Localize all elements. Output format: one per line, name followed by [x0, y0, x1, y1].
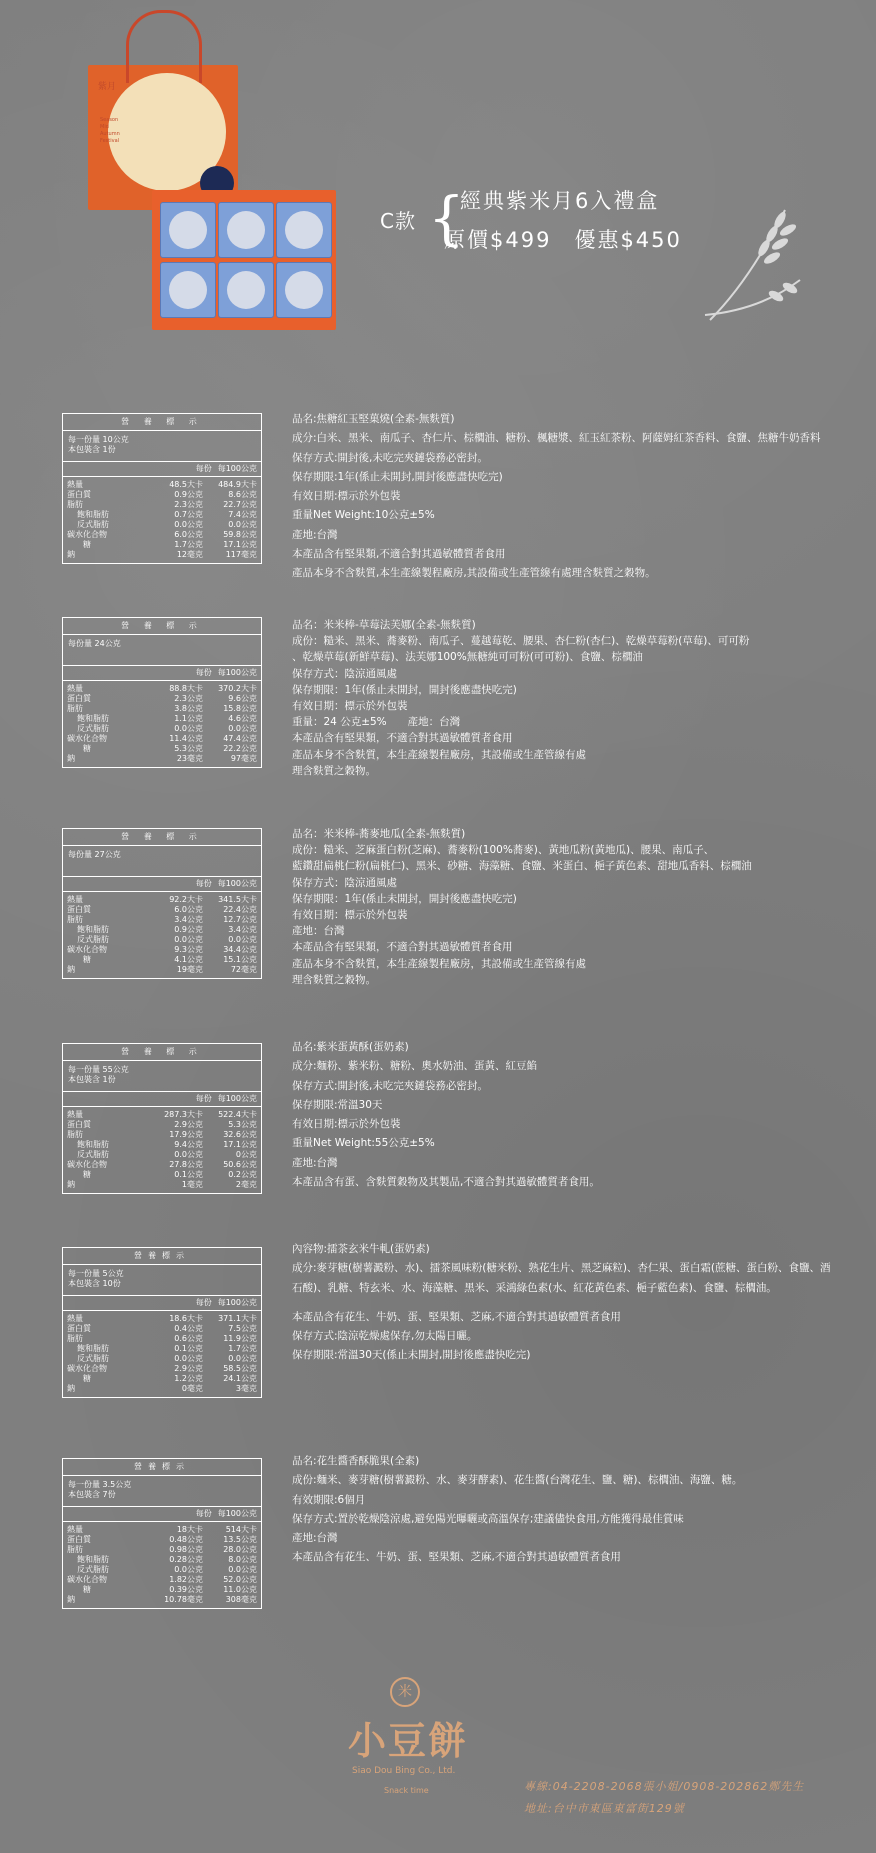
- info-line: 本產品含有堅果類，不適合對其過敏體質者食用: [292, 732, 513, 745]
- nutrition-row: 飽和脂肪 0.9公克 3.4公克: [77, 925, 257, 934]
- nutrition-row: 糖 4.1公克 15.1公克: [83, 955, 257, 964]
- info-line: 有效期限:6個月: [292, 1493, 366, 1506]
- info-line: 產品本身不含麩質,本生產線製程廠房,其設備或生產管線有處理含麩質之穀物。: [292, 567, 656, 580]
- nutrition-row: 蛋白質 2.3公克 9.6公克: [67, 694, 257, 703]
- wheat-icon: [700, 200, 810, 330]
- info-line: 品名：米米棒-草莓法芙娜(全素-無麩質): [292, 619, 476, 631]
- info-line: 保存方式：陰涼通風處: [292, 667, 397, 680]
- nutrition-row: 飽和脂肪 1.1公克 4.6公克: [77, 714, 257, 723]
- nutrition-row: 鈉 19毫克 72毫克: [67, 965, 257, 974]
- nutrition-row: 脂肪 3.4公克 12.7公克: [67, 915, 257, 924]
- nutrition-row: 糖 1.2公克 24.1公克: [83, 1374, 257, 1383]
- nutrition-row: 鈉 12毫克 117毫克: [67, 550, 257, 559]
- brand-logo: 小豆餅: [348, 1719, 469, 1763]
- bag-lines: Season Mid Autumn Festival: [100, 117, 120, 144]
- address-text: 地址:台中市東區東富街129號: [524, 1802, 685, 1815]
- nutrition-row: 脂肪 0.6公克 11.9公克: [67, 1334, 257, 1343]
- nutrition-row: 熱量 92.2大卡 341.5大卡: [67, 895, 257, 904]
- info-line: 品名：米米棒-蕎麥地瓜(全素-無麩質): [292, 828, 466, 840]
- logo-mark: 米: [390, 1677, 420, 1707]
- mooncake: [276, 262, 332, 318]
- brand-english: Siao Dou Bing Co., Ltd.: [352, 1766, 456, 1776]
- product-price: 原價$499 優惠$450: [444, 228, 682, 252]
- nutrition-row: 熱量 287.3大卡 522.4大卡: [67, 1110, 257, 1119]
- product-info: [292, 1240, 852, 1366]
- nutrition-row: 碳水化合物 6.0公克 59.8公克: [67, 530, 257, 539]
- info-line: 保存方式:置於乾燥陰涼處,避免陽光曝曬或高溫保存;建議儘快食用,方能獲得最佳賞味: [292, 1512, 684, 1525]
- nutrition-row: 鈉 1毫克 2毫克: [67, 1180, 257, 1189]
- info-line: 產地：台灣: [292, 925, 345, 938]
- nutrition-row: 飽和脂肪 0.7公克 7.4公克: [77, 510, 257, 519]
- nutrition-row: 脂肪 17.9公克 32.6公克: [67, 1130, 257, 1139]
- nutrition-row: 脂肪 3.8公克 15.8公克: [67, 704, 257, 713]
- info-line: 成分:白米、黑米、南瓜子、杏仁片、棕櫚油、糖粉、楓糖漿、紅玉紅茶粉、阿薩姆紅茶香料、食鹽、焦糖牛奶香料: [292, 432, 821, 445]
- info-line: 本產品含有堅果類,不適合對其過敏體質者食用: [292, 548, 506, 561]
- info-line: 產品本身不含麩質，本生產線製程廠房，其設備或生產管線有處: [292, 748, 586, 761]
- info-line: 、乾燥草莓(新鮮草莓)、法芙娜100%無糖純可可粉(可可粉)、食鹽、棕櫚油: [292, 651, 643, 664]
- nutrition-row: 熱量 18.6大卡 371.1大卡: [67, 1314, 257, 1323]
- variant-label: C款: [380, 209, 416, 233]
- mooncake: [218, 262, 274, 318]
- info-line: 保存期限:1年(係止未開封,開封後應盡快吃完): [292, 470, 503, 483]
- info-line: 本產品含有堅果類，不適合對其過敏體質者食用: [292, 941, 513, 954]
- info-line: 品名:焦糖紅玉堅菓燒(全素-無麩質): [292, 413, 455, 425]
- nutrition-row: 蛋白質 0.4公克 7.5公克: [67, 1324, 257, 1333]
- nutrition-row: 碳水化合物 2.9公克 58.5公克: [67, 1364, 257, 1373]
- nutrition-row: 飽和脂肪 0.28公克 8.0公克: [77, 1555, 257, 1564]
- nutrition-row: 蛋白質 0.48公克 13.5公克: [67, 1535, 257, 1544]
- nutrition-row: 飽和脂肪 0.1公克 1.7公克: [77, 1344, 257, 1353]
- gift-bag-image: [88, 65, 238, 210]
- brace-decoration: {: [428, 184, 465, 252]
- info-line: 有效日期:標示於外包裝: [292, 490, 401, 503]
- phone-text: 專線:04-2208-2068張小姐/0908-202862鄭先生: [524, 1780, 805, 1793]
- product-info: [292, 617, 852, 779]
- info-line: 保存期限:常溫30天(係止未開封,開封後應盡快吃完): [292, 1349, 531, 1362]
- nutrition-row: 脂肪 2.3公克 22.7公克: [67, 500, 257, 509]
- mooncake: [160, 202, 216, 258]
- info-line: 有效日期:標示於外包裝: [292, 1118, 401, 1131]
- brand-tagline: Snack time: [384, 1786, 429, 1795]
- nutrition-row: 蛋白質 2.9公克 5.3公克: [67, 1120, 257, 1129]
- info-line: 內容物:擂茶玄米牛軋(蛋奶素): [292, 1243, 430, 1255]
- nutrition-row: 熱量 88.8大卡 370.2大卡: [67, 684, 257, 693]
- info-line: 保存方式：陰涼通風處: [292, 876, 397, 889]
- bag-tag: 紫月: [98, 82, 117, 92]
- nutrition-row: 反式脂肪 0.0公克 0.0公克: [77, 724, 257, 733]
- info-line: [292, 1298, 852, 1308]
- nutrition-row: 熱量 48.5大卡 484.9大卡: [67, 480, 257, 489]
- nutrition-row: 鈉 23毫克 97毫克: [67, 754, 257, 763]
- product-info: [292, 826, 852, 988]
- nutrition-row: 反式脂肪 0.0公克 0.0公克: [77, 1565, 257, 1574]
- info-line: 藍鑽甜扁桃仁粉(扁桃仁)、黑米、砂糖、海藻糖、食鹽、米蛋白、梔子黃色素、甜地瓜香料、棕櫚油: [292, 860, 752, 873]
- info-line: 產品本身不含麩質，本生產線製程廠房，其設備或生產管線有處: [292, 957, 586, 970]
- product-info: [292, 1038, 852, 1192]
- product-info: [292, 1452, 852, 1568]
- nutrition-row: 反式脂肪 0.0公克 0公克: [77, 1150, 257, 1159]
- info-line: 產地:台灣: [292, 1532, 338, 1545]
- info-line: 理含麩質之穀物。: [292, 973, 376, 986]
- nutrition-row: 脂肪 0.98公克 28.0公克: [67, 1545, 257, 1554]
- info-line: 成分:麵粉、紫米粉、糖粉、奧水奶油、蛋黃、紅豆餡: [292, 1060, 538, 1073]
- info-line: 成份：糙米、芝麻蛋白粉(芝麻)、蕎麥粉(100%蕎麥)、黃地瓜粉(黃地瓜)、腰果、南瓜子、: [292, 844, 715, 857]
- nutrition-row: 反式脂肪 0.0公克 0.0公克: [77, 1354, 257, 1363]
- nutrition-row: 糖 1.7公克 17.1公克: [83, 540, 257, 549]
- mooncake: [218, 202, 274, 258]
- contact-info: [524, 1776, 804, 1820]
- nutrition-table: 營 養 標 示 每份量 24公克 每份 每100公克 熱量 88.8大卡 370.2大卡 蛋白質 2.3公克 9.6公克 脂肪 3.8公克 15.8公克 飽和脂肪 1.1公克 4.6公克 反式脂肪 0.0公克 0.0公克 碳水化合物 11.4公克 47.4公克 糖 5.3公克 22.2公克 鈉 23毫克 97毫克: [62, 617, 262, 768]
- info-line: 重量Net Weight:10公克±5%: [292, 509, 435, 522]
- nutrition-row: 糖 0.39公克 11.0公克: [83, 1585, 257, 1594]
- info-line: 有效日期：標示於外包裝: [292, 909, 408, 922]
- nutrition-row: 碳水化合物 9.3公克 34.4公克: [67, 945, 257, 954]
- info-line: 石酸)、乳糖、特玄米、水、海藻糖、黑米、采鴻綠色素(水、紅花黃色素、梔子藍色素)、食鹽、棕櫚油。: [292, 1281, 777, 1294]
- info-line: 本產品含有蛋、含麩質穀物及其製品,不適合對其過敏體質者食用。: [292, 1176, 600, 1189]
- nutrition-row: 反式脂肪 0.0公克 0.0公克: [77, 520, 257, 529]
- info-line: 本產品含有花生、牛奶、蛋、堅果類、芝麻,不適合對其過敏體質者食用: [292, 1551, 621, 1564]
- mooncake: [276, 202, 332, 258]
- nutrition-row: 碳水化合物 1.82公克 52.0公克: [67, 1575, 257, 1584]
- gift-box-image: [152, 190, 336, 330]
- info-line: 成份：糙米、黑米、蕎麥粉、南瓜子、蔓越莓乾、腰果、杏仁粉(杏仁)、乾燥草莓粉(草莓)、可可粉: [292, 635, 750, 648]
- nutrition-table: 營 養 標 示 每一份量 10公克 本包裝含 1份 每份 每100公克 熱量 48.5大卡 484.9大卡 蛋白質 0.9公克 8.6公克 脂肪 2.3公克 22.7公克 飽和脂肪 0.7公克 7.4公克 反式脂肪 0.0公克 0.0公克 碳水化合物 6.0公克 59.8公克 糖 1.7公克 17.1公克 鈉 12毫克 117毫克: [62, 413, 262, 564]
- nutrition-row: 熱量 18大卡 514大卡: [67, 1525, 257, 1534]
- info-line: 保存方式:開封後,未吃完夾鏈袋務必密封。: [292, 451, 488, 464]
- info-line: 保存方式:開封後,未吃完夾鏈袋務必密封。: [292, 1079, 488, 1092]
- info-line: 品名:花生醬香酥脆果(全素): [292, 1455, 420, 1467]
- info-line: 成份:麵米、麥芽糖(樹薯澱粉、水、麥芽酵素)、花生醬(台灣花生、鹽、糖)、棕櫚油、海鹽、糖。: [292, 1474, 743, 1487]
- info-line: 有效日期：標示於外包裝: [292, 700, 408, 713]
- nutrition-row: 糖 5.3公克 22.2公克: [83, 744, 257, 753]
- nutrition-row: 碳水化合物 11.4公克 47.4公克: [67, 734, 257, 743]
- nutrition-table: 營 養 標 示 每一份量 55公克 本包裝含 1份 每份 每100公克 熱量 287.3大卡 522.4大卡 蛋白質 2.9公克 5.3公克 脂肪 17.9公克 32.6公克 飽和脂肪 9.4公克 17.1公克 反式脂肪 0.0公克 0公克 碳水化合物 27.8公克 50.6公克 糖 0.1公克 0.2公克 鈉 1毫克 2毫克: [62, 1043, 262, 1194]
- info-line: 保存期限:常溫30天: [292, 1098, 383, 1111]
- info-line: 保存期限：1年(係止未開封，開封後應盡快吃完): [292, 683, 517, 696]
- nutrition-table: 營養標示 每一份量 3.5公克 本包裝含 7份 每份 每100公克 熱量 18大卡 514大卡 蛋白質 0.48公克 13.5公克 脂肪 0.98公克 28.0公克 飽和脂肪 0.28公克 8.0公克 反式脂肪 0.0公克 0.0公克 碳水化合物 1.82公克 52.0公克 糖 0.39公克 11.0公克 鈉 10.78毫克 308毫克: [62, 1458, 262, 1609]
- info-line: 品名:紫米蛋黃酥(蛋奶素): [292, 1041, 409, 1053]
- product-info: [292, 410, 852, 584]
- info-line: 本產品含有花生、牛奶、蛋、堅果類、芝麻,不適合對其過敏體質者食用: [292, 1310, 621, 1323]
- nutrition-row: 糖 0.1公克 0.2公克: [83, 1170, 257, 1179]
- info-line: 成分:麥芽糖(樹薯澱粉、水)、擂茶風味粉(糖米粉、熟花生片、黑芝麻粒)、杏仁果、蛋白霜(蔗糖、蛋白粉、食鹽、酒: [292, 1262, 831, 1275]
- nutrition-row: 碳水化合物 27.8公克 50.6公克: [67, 1160, 257, 1169]
- nutrition-row: 鈉 0毫克 3毫克: [67, 1384, 257, 1393]
- nutrition-table: 營 養 標 示 每份量 27公克 每份 每100公克 熱量 92.2大卡 341.5大卡 蛋白質 6.0公克 22.4公克 脂肪 3.4公克 12.7公克 飽和脂肪 0.9公克 3.4公克 反式脂肪 0.0公克 0.0公克 碳水化合物 9.3公克 34.4公克 糖 4.1公克 15.1公克 鈉 19毫克 72毫克: [62, 828, 262, 979]
- info-line: 重量Net Weight:55公克±5%: [292, 1137, 435, 1150]
- info-line: 保存期限：1年(係止未開封，開封後應盡快吃完): [292, 892, 517, 905]
- nutrition-table: 營養標示 每一份量 5公克 本包裝含 10份 每份 每100公克 熱量 18.6大卡 371.1大卡 蛋白質 0.4公克 7.5公克 脂肪 0.6公克 11.9公克 飽和脂肪 0.1公克 1.7公克 反式脂肪 0.0公克 0.0公克 碳水化合物 2.9公克 58.5公克 糖 1.2公克 24.1公克 鈉 0毫克 3毫克: [62, 1247, 262, 1398]
- nutrition-row: 飽和脂肪 9.4公克 17.1公克: [77, 1140, 257, 1149]
- info-line: 保存方式:陰涼乾燥處保存,勿太陽日曬。: [292, 1330, 478, 1343]
- nutrition-row: 鈉 10.78毫克 308毫克: [67, 1595, 257, 1604]
- info-line: 理含麩質之穀物。: [292, 764, 376, 777]
- nutrition-row: 蛋白質 0.9公克 8.6公克: [67, 490, 257, 499]
- info-line: 產地:台灣: [292, 1156, 338, 1169]
- nutrition-row: 反式脂肪 0.0公克 0.0公克: [77, 935, 257, 944]
- mooncake: [160, 262, 216, 318]
- info-line: 產地:台灣: [292, 528, 338, 541]
- product-title: 經典紫米月6入禮盒: [460, 189, 660, 213]
- info-line: 重量：24 公克±5% 產地：台灣: [292, 716, 461, 729]
- nutrition-row: 蛋白質 6.0公克 22.4公克: [67, 905, 257, 914]
